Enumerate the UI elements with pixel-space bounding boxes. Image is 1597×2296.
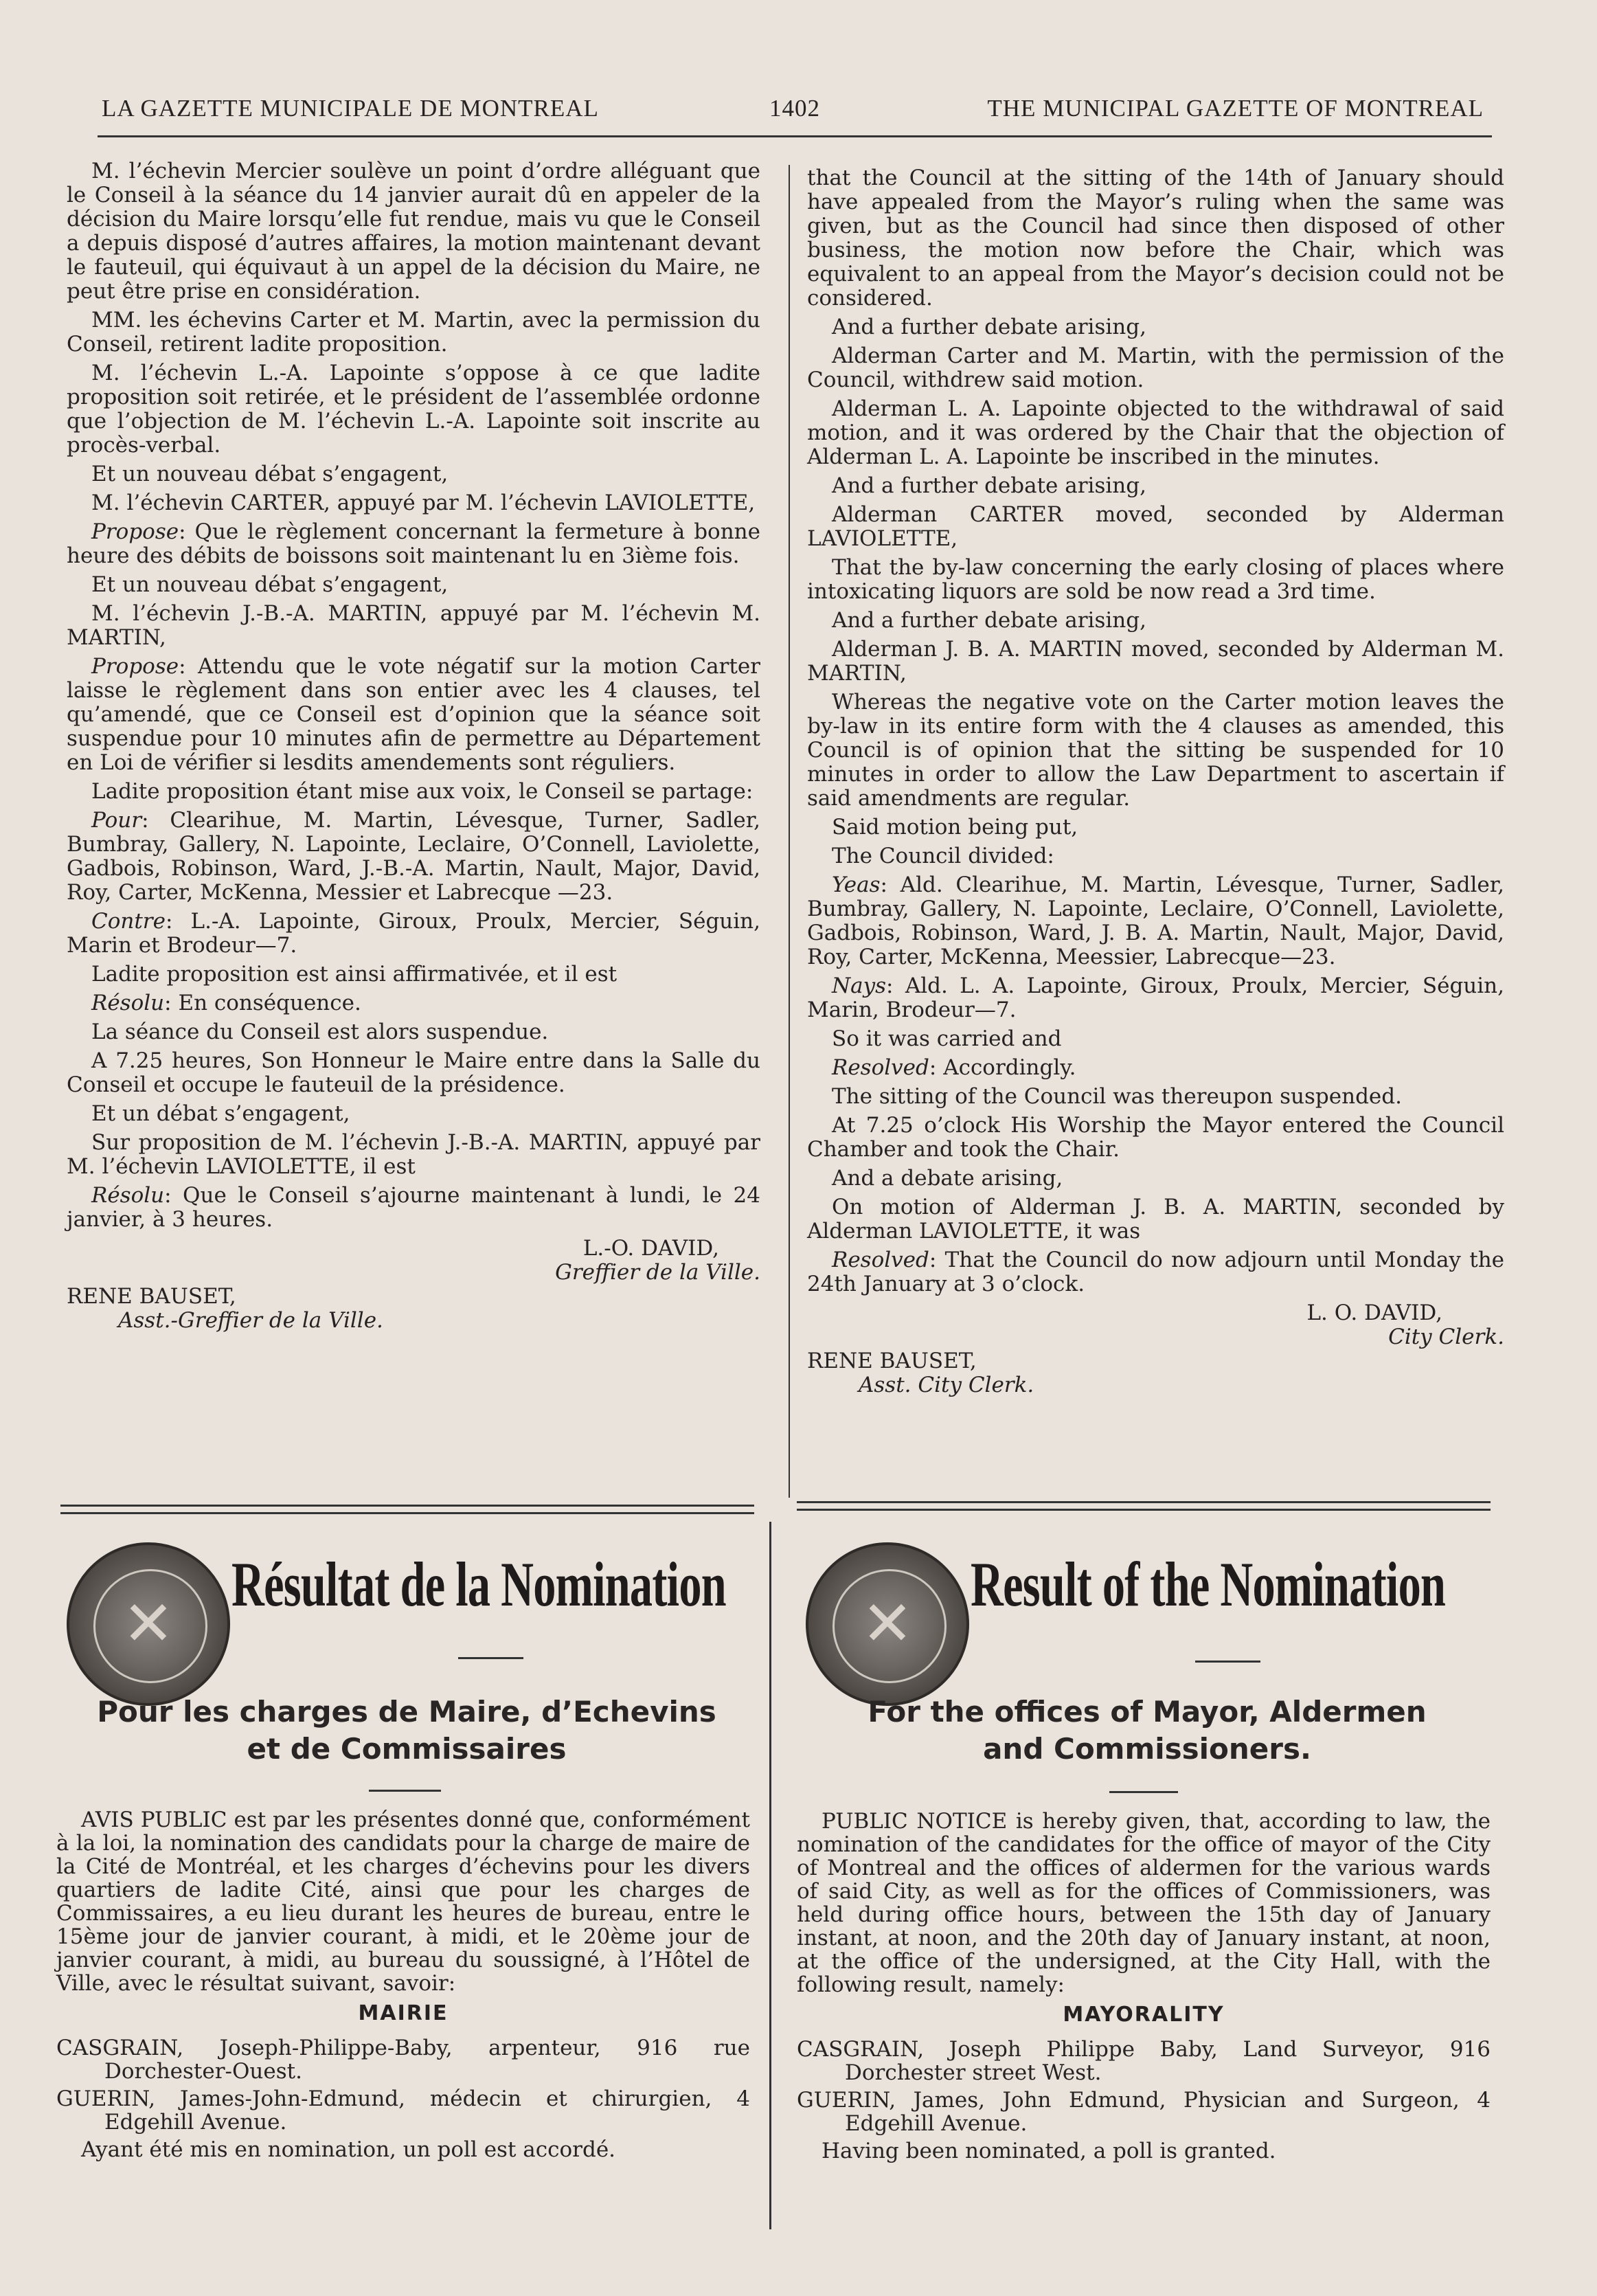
nomination-subtitle: For the offices of Mayor, Aldermen and Commissioners.: [868, 1695, 1427, 1766]
vote-yeas: Pour: Clearihue, M. Martin, Lévesque, Turner, Sadler, Bumbray, Gallery, N. Lapointe, Leclaire, O’Connell, Laviolette, Gadbois, Robinson, Ward, J.-B.-A. Martin, Nault, Major, David, Roy, Carter, McKenna, Messier et Labrecque —23.: [67, 808, 760, 905]
clerk-name: L. O. DAVID,: [1306, 1301, 1442, 1325]
nomination-title: Résultat de la Nomination: [231, 1549, 726, 1619]
french-minutes-column: [67, 159, 760, 1333]
nomination-subtitle: Pour les charges de Maire, d’Echevins et de Commissaires: [97, 1695, 716, 1766]
section-divider-left: [60, 1505, 754, 1514]
title-rule: [458, 1657, 523, 1659]
city-seal-icon: ✕: [806, 1542, 969, 1706]
public-notice: [797, 1810, 1491, 2167]
title-rule: [1195, 1661, 1260, 1663]
subtitle-rule: [369, 1790, 441, 1792]
paragraph: Et un nouveau débat s’engagent,: [91, 462, 449, 486]
paragraph: A 7.25 heures, Son Honneur le Maire entre dans la Salle du Conseil et occupe le fauteuil de la présidence.: [67, 1048, 760, 1097]
paragraph: that the Council at the sitting of the 14th of January should have appealed from the Mayor’s ruling when the same was given, but as the Council had since then disposed of other business, the motion now before the Chair, which was equivalent to an appeal from the Mayor’s decision could not be considered.: [807, 166, 1504, 311]
paragraph: The sitting of the Council was thereupon suspended.: [832, 1084, 1402, 1109]
paragraph: On motion of Alderman J. B. A. MARTIN, seconded by Alderman LAVIOLETTE, it was: [807, 1195, 1504, 1243]
notice-text: AVIS PUBLIC est par les présentes donné que, conformément à la loi, la nomination des candidats pour la charge de maire de la Cité de Montréal, et les charges d’échevins pour les divers quartiers de ladite Cité, ainsi que pour les charges de Commissaires, a eu lieu durant les heures de bureau, entre le 15ème jour de janvier courant, à midi, et le 20ème jour de janvier courant, à midi, au bureau du soussigné, à l’Hôtel de Ville, avec le résultat suivant, savoir:: [56, 1808, 750, 1996]
vote-yeas: Yeas: Ald. Clearihue, M. Martin, Lévesque, Turner, Sadler, Bumbray, Gallery, N. Lapointe, Leclaire, O’Connell, Laviolette, Gadbois, Robinson, Ward, J. B. A. Martin, Nault, Major, David, Roy, Carter, McKenna, Meessier, Labrecque—23.: [807, 873, 1504, 969]
paragraph: Ladite proposition étant mise aux voix, le Conseil se partage:: [91, 779, 754, 804]
paragraph: Resolved: Accordingly.: [832, 1055, 1076, 1080]
nomination-title: Result of the Nomination: [971, 1549, 1446, 1619]
paragraph: At 7.25 o’clock His Worship the Mayor entered the Council Chamber and took the Chair.: [807, 1113, 1504, 1162]
paragraph: That the by-law concerning the early closing of places where intoxicating liquors are sold be now read a 3rd time.: [807, 555, 1504, 604]
paragraph: Propose: Que le règlement concernant la fermeture à bonne heure des débits de boissons soit maintenant lu en 3ième fois.: [67, 519, 760, 568]
assistant-clerk-title: Asst.-Greffier de la Ville.: [118, 1308, 383, 1333]
paragraph: So it was carried and: [832, 1026, 1062, 1051]
paragraph: Alderman L. A. Lapointe objected to the withdrawal of said motion, and it was ordered by the Chair that the objection of Alderman L. A. Lapointe be inscribed in the minutes.: [807, 396, 1504, 469]
column-divider-top: [789, 165, 790, 1498]
paragraph: Ladite proposition est ainsi affirmativée, et il est: [91, 962, 618, 987]
candidate-entry: CASGRAIN, Joseph Philippe Baby, Land Surveyor, 916 Dorchester street West.: [797, 2037, 1491, 2085]
public-notice: [56, 1808, 750, 2165]
paragraph: And a further debate arising,: [832, 315, 1146, 339]
paragraph: The Council divided:: [832, 844, 1054, 868]
paragraph: M. l’échevin CARTER, appuyé par M. l’échevin LAVIOLETTE,: [91, 491, 756, 515]
paragraph: Resolved: That the Council do now adjourn until Monday the 24th January at 3 o’clock.: [807, 1248, 1504, 1296]
vote-nays: Nays: Ald. L. A. Lapointe, Giroux, Proulx, Mercier, Séguin, Marin, Brodeur—7.: [807, 973, 1504, 1022]
clerk-title: City Clerk.: [1388, 1325, 1504, 1349]
paragraph: M. l’échevin Mercier soulève un point d’ordre alléguant que le Conseil à la séance du 14 janvier aurait dû en appeler de la décision du Maire lorsqu’elle fut rendue, mais vu que le Conseil a depuis disposé d’autres affaires, la motion maintenant devant le fauteuil, qui équivaut à un appel de la décision du Maire, ne peut être prise en considération.: [67, 159, 760, 304]
vote-nays: Contre: L.-A. Lapointe, Giroux, Proulx, Mercier, Séguin, Marin et Brodeur—7.: [67, 909, 760, 958]
office-heading: MAYORALITY: [1063, 2003, 1225, 2027]
paragraph: Said motion being put,: [832, 815, 1078, 840]
paragraph: And a debate arising,: [832, 1166, 1063, 1191]
paragraph: M. l’échevin J.-B.-A. MARTIN, appuyé par M. l’échevin M. MARTIN,: [67, 601, 760, 650]
paragraph: Résolu: Que le Conseil s’ajourne maintenant à lundi, le 24 janvier, à 3 heures.: [67, 1183, 760, 1232]
paragraph: La séance du Conseil est alors suspendue.: [91, 1020, 549, 1044]
paragraph: M. l’échevin L.-A. Lapointe s’oppose à ce que ladite proposition soit retirée, et le président de l’assemblée ordonne que l’objection de M. l’échevin L.-A. Lapointe soit inscrite au procès-verbal.: [67, 361, 760, 458]
paragraph: Résolu: En conséquence.: [91, 991, 361, 1015]
header-english-title: THE MUNICIPAL GAZETTE OF MONTREAL: [987, 95, 1484, 122]
assistant-clerk-title: Asst. City Clerk.: [859, 1373, 1034, 1397]
section-divider-right: [797, 1501, 1491, 1511]
paragraph: And a further debate arising,: [832, 608, 1146, 633]
candidate-entry: GUERIN, James, John Edmund, Physician and Surgeon, 4 Edgehill Avenue.: [797, 2088, 1491, 2136]
header-french-title: LA GAZETTE MUNICIPALE DE MONTREAL: [102, 95, 599, 122]
paragraph: Et un nouveau débat s’engagent,: [91, 572, 449, 597]
result-text: Having been nominated, a poll is granted.: [822, 2139, 1276, 2163]
paragraph: MM. les échevins Carter et M. Martin, avec la permission du Conseil, retirent ladite proposition.: [67, 308, 760, 357]
paragraph: Alderman Carter and M. Martin, with the permission of the Council, withdrew said motion.: [807, 344, 1504, 392]
paragraph: Propose: Attendu que le vote négatif sur la motion Carter laisse le règlement dans son entier avec les 4 clauses, tel qu’amendé, que ce Conseil est d’opinion que la séance soit suspendue pour 10 minutes afin de permettre au Département en Loi de vérifier si lesdits amendements sont réguliers.: [67, 654, 760, 775]
candidate-entry: GUERIN, James-John-Edmund, médecin et chirurgien, 4 Edgehill Avenue.: [56, 2086, 750, 2135]
paragraph: Sur proposition de M. l’échevin J.-B.-A. MARTIN, appuyé par M. l’échevin LAVIOLETTE, il est: [67, 1130, 760, 1179]
clerk-title: Greffier de la Ville.: [555, 1260, 760, 1285]
paragraph: And a further debate arising,: [832, 473, 1146, 498]
clerk-name: L.-O. DAVID,: [582, 1236, 719, 1261]
paragraph: Alderman J. B. A. MARTIN moved, seconded by Alderman M. MARTIN,: [807, 637, 1504, 686]
page-number: 1402: [769, 95, 820, 122]
header-rule: [98, 135, 1492, 137]
paragraph: Et un débat s’engagent,: [91, 1101, 350, 1126]
english-minutes-column: [807, 166, 1504, 1397]
office-heading: MAIRIE: [358, 2001, 449, 2025]
paragraph: Whereas the negative vote on the Carter motion leaves the by-law in its entire form with the 4 clauses as amended, this Council is of opinion that the sitting be suspended for 10 minutes in order to allow the Law Department to ascertain if said amendments are regular.: [807, 690, 1504, 811]
result-text: Ayant été mis en nomination, un poll est accordé.: [81, 2137, 616, 2162]
city-seal-icon: ✕: [67, 1542, 230, 1706]
paragraph: Alderman CARTER moved, seconded by Alderman LAVIOLETTE,: [807, 502, 1504, 551]
running-head: [96, 95, 1484, 129]
assistant-clerk-name: RENE BAUSET,: [807, 1349, 977, 1373]
notice-text: PUBLIC NOTICE is hereby given, that, according to law, the nomination of the candidates for the office of mayor of the City of Montreal and the offices of aldermen for the various wards of said City, as well as for the offices of Commissioners, was held during office hours, between the 15th day of January instant, at noon, and the 20th day of January instant, at noon, at the office of the undersigned, at the City Hall, with the following result, namely:: [797, 1809, 1491, 1997]
column-divider-bottom: [769, 1522, 771, 2229]
assistant-clerk-name: RENE BAUSET,: [67, 1284, 236, 1309]
candidate-entry: CASGRAIN, Joseph-Philippe-Baby, arpenteur, 916 rue Dorchester-Ouest.: [56, 2036, 750, 2084]
subtitle-rule: [1109, 1791, 1178, 1793]
